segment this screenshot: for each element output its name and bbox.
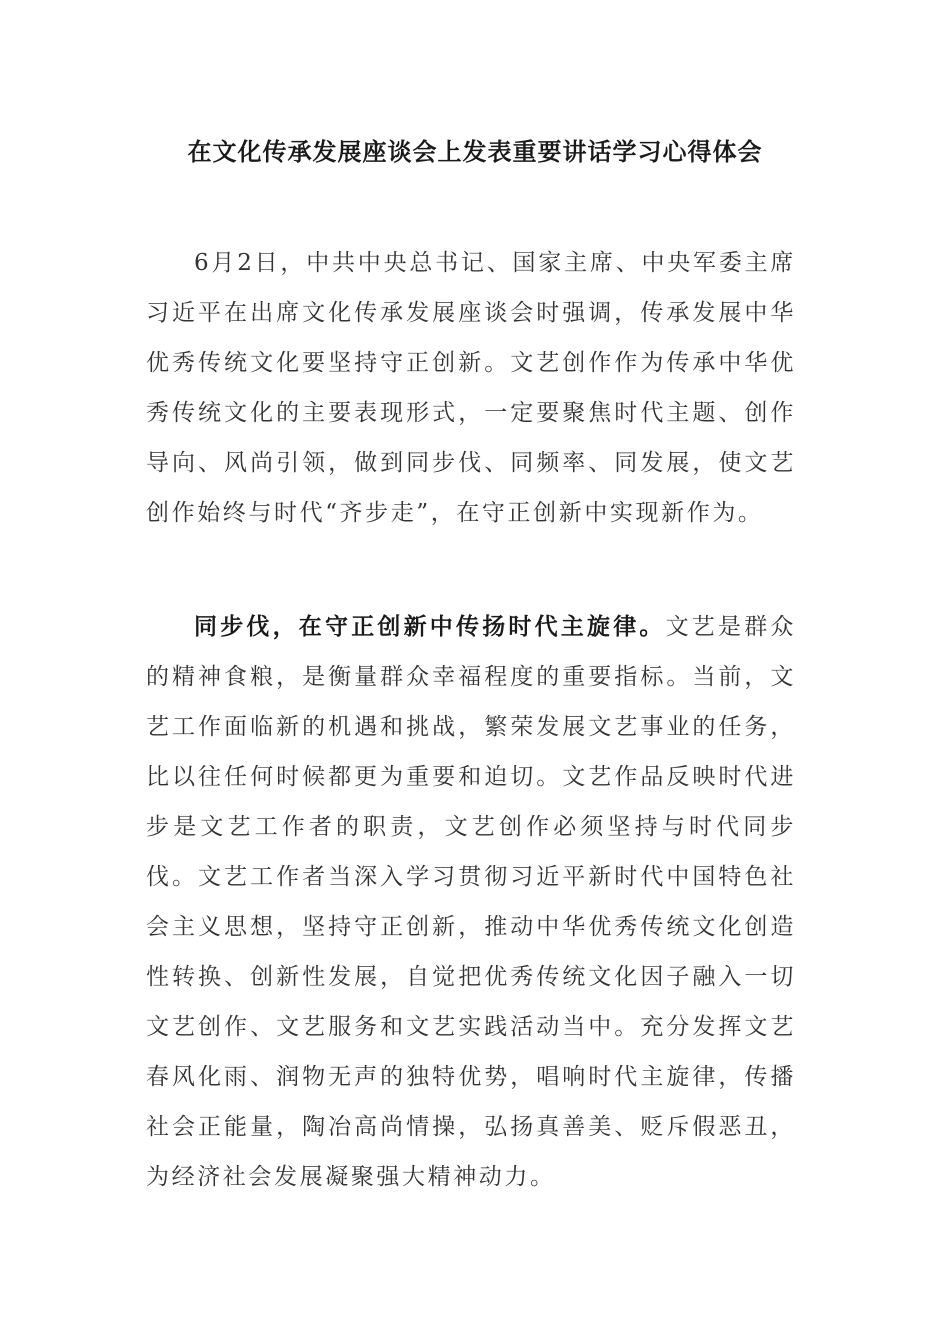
paragraph-section-1 — [146, 602, 796, 1202]
document-title: 在文化传承发展座谈会上发表重要讲话学习心得体会 — [187, 137, 763, 166]
paragraph-intro — [146, 238, 796, 538]
paragraph-section-1-text: 文艺是群众的精神食粮，是衡量群众幸福程度的重要指标。当前，文艺工作面临新的机遇和挑战，繁荣发展文艺事业的任务，比以往任何时候都更为重要和迫切。文艺作品反映时代进步是文艺工作者的职责，文艺创作必须坚持与时代同步伐。文艺工作者当深入学习贯彻习近平新时代中国特色社会主义思想，坚持守正创新，推动中华优秀传统文化创造性转换、创新性发展，自觉把优秀传统文化因子融入一切文艺创作、文艺服务和文艺实践活动当中。充分发挥文艺春风化雨、润物无声的独特优势，唱响时代主旋律，传播社会正能量，陶冶高尚情操，弘扬真善美、贬斥假恶丑，为经济社会发展凝聚强大精神动力。 — [146, 614, 796, 1190]
paragraph-intro-text: 6月2日，中共中央总书记、国家主席、中央军委主席习近平在出席文化传承发展座谈会时强调，传承发展中华优秀传统文化要坚持守正创新。文艺创作作为传承中华优秀传统文化的主要表现形式，一定要聚焦时代主题、创作导向、风尚引领，做到同步伐、同频率、同发展，使文艺创作始终与时代“齐步走”，在守正创新中实现新作为。 — [146, 250, 796, 526]
paragraph-section-1-lead: 同步伐，在守正创新中传扬时代主旋律。 — [194, 613, 666, 640]
